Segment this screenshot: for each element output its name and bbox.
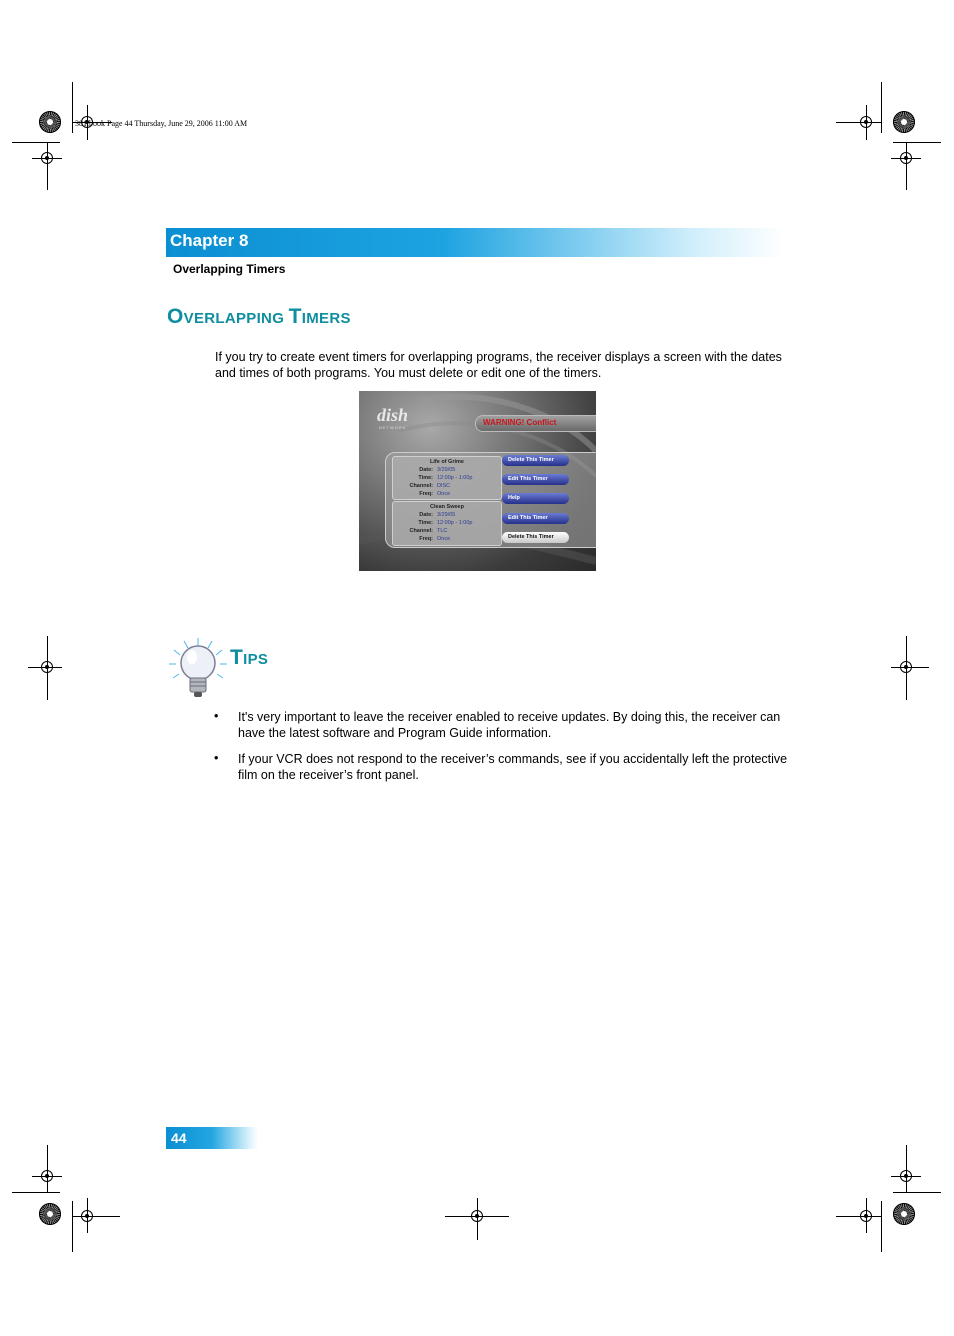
- tip-item: It's very important to leave the receiver enabled to receive updates. By doing this, the receiver can have the latest software and Program Guide information.: [238, 710, 781, 740]
- edit-timer-2-button[interactable]: Edit This Timer: [502, 513, 569, 524]
- program2-panel: [392, 501, 502, 546]
- print-slug: 381.book Page 44 Thursday, June 29, 2006 11:00 AM: [75, 119, 248, 128]
- section-heading-tips: TIPS: [230, 646, 269, 669]
- help-button[interactable]: Help: [502, 493, 569, 504]
- program2-freq: Once: [437, 536, 451, 542]
- chapter-banner: [166, 228, 784, 257]
- conflict-screenshot: [359, 391, 596, 571]
- program1-time: 12:00p - 1:00p: [437, 475, 473, 481]
- chapter-title: Chapter 8: [170, 231, 249, 250]
- intro-paragraph: If you try to create event timers for overlapping programs, the receiver displays a screen with the dates and times of both programs. You must delete or edit one of the timers.: [215, 350, 782, 380]
- program2-time: 12:00p - 1:00p: [437, 520, 473, 526]
- delete-timer-1-button[interactable]: Delete This Timer: [502, 455, 569, 466]
- program1-date: 3/29/05: [437, 467, 456, 473]
- freq-label: Freq:: [419, 491, 433, 497]
- program2-channel: TLC: [437, 528, 448, 534]
- time-label: Time:: [418, 475, 433, 481]
- section-heading-overlapping-timers: OVERLAPPING TIMERS: [167, 305, 351, 328]
- dish-logo-sub: NETWORK: [379, 425, 407, 430]
- freq-label: Freq:: [419, 536, 433, 542]
- program1-panel: [392, 456, 502, 500]
- lightbulb-icon: [166, 636, 230, 702]
- program1-freq: Once: [437, 491, 451, 497]
- channel-label: Channel:: [409, 483, 433, 489]
- dish-logo: dish: [377, 405, 409, 425]
- time-label: Time:: [418, 520, 433, 526]
- program1-title: Life of Grime: [430, 459, 464, 465]
- running-head: Overlapping Timers: [173, 262, 286, 276]
- channel-label: Channel:: [409, 528, 433, 534]
- warning-header: WARNING! Conflict: [483, 418, 557, 427]
- date-label: Date:: [419, 467, 433, 473]
- edit-timer-1-button[interactable]: Edit This Timer: [502, 474, 569, 485]
- page-number: 44: [171, 1130, 187, 1146]
- program2-title: Clean Sweep: [430, 504, 464, 510]
- delete-timer-2-button[interactable]: Delete This Timer: [502, 532, 569, 543]
- bullet-marker: •: [214, 709, 219, 723]
- bullet-marker: •: [214, 751, 219, 765]
- tip-item: If your VCR does not respond to the receiver’s commands, see if you accidentally left the protective film on the receiver’s front panel.: [238, 752, 788, 782]
- program1-channel: DISC: [437, 483, 451, 489]
- program2-date: 3/29/05: [437, 512, 456, 518]
- date-label: Date:: [419, 512, 433, 518]
